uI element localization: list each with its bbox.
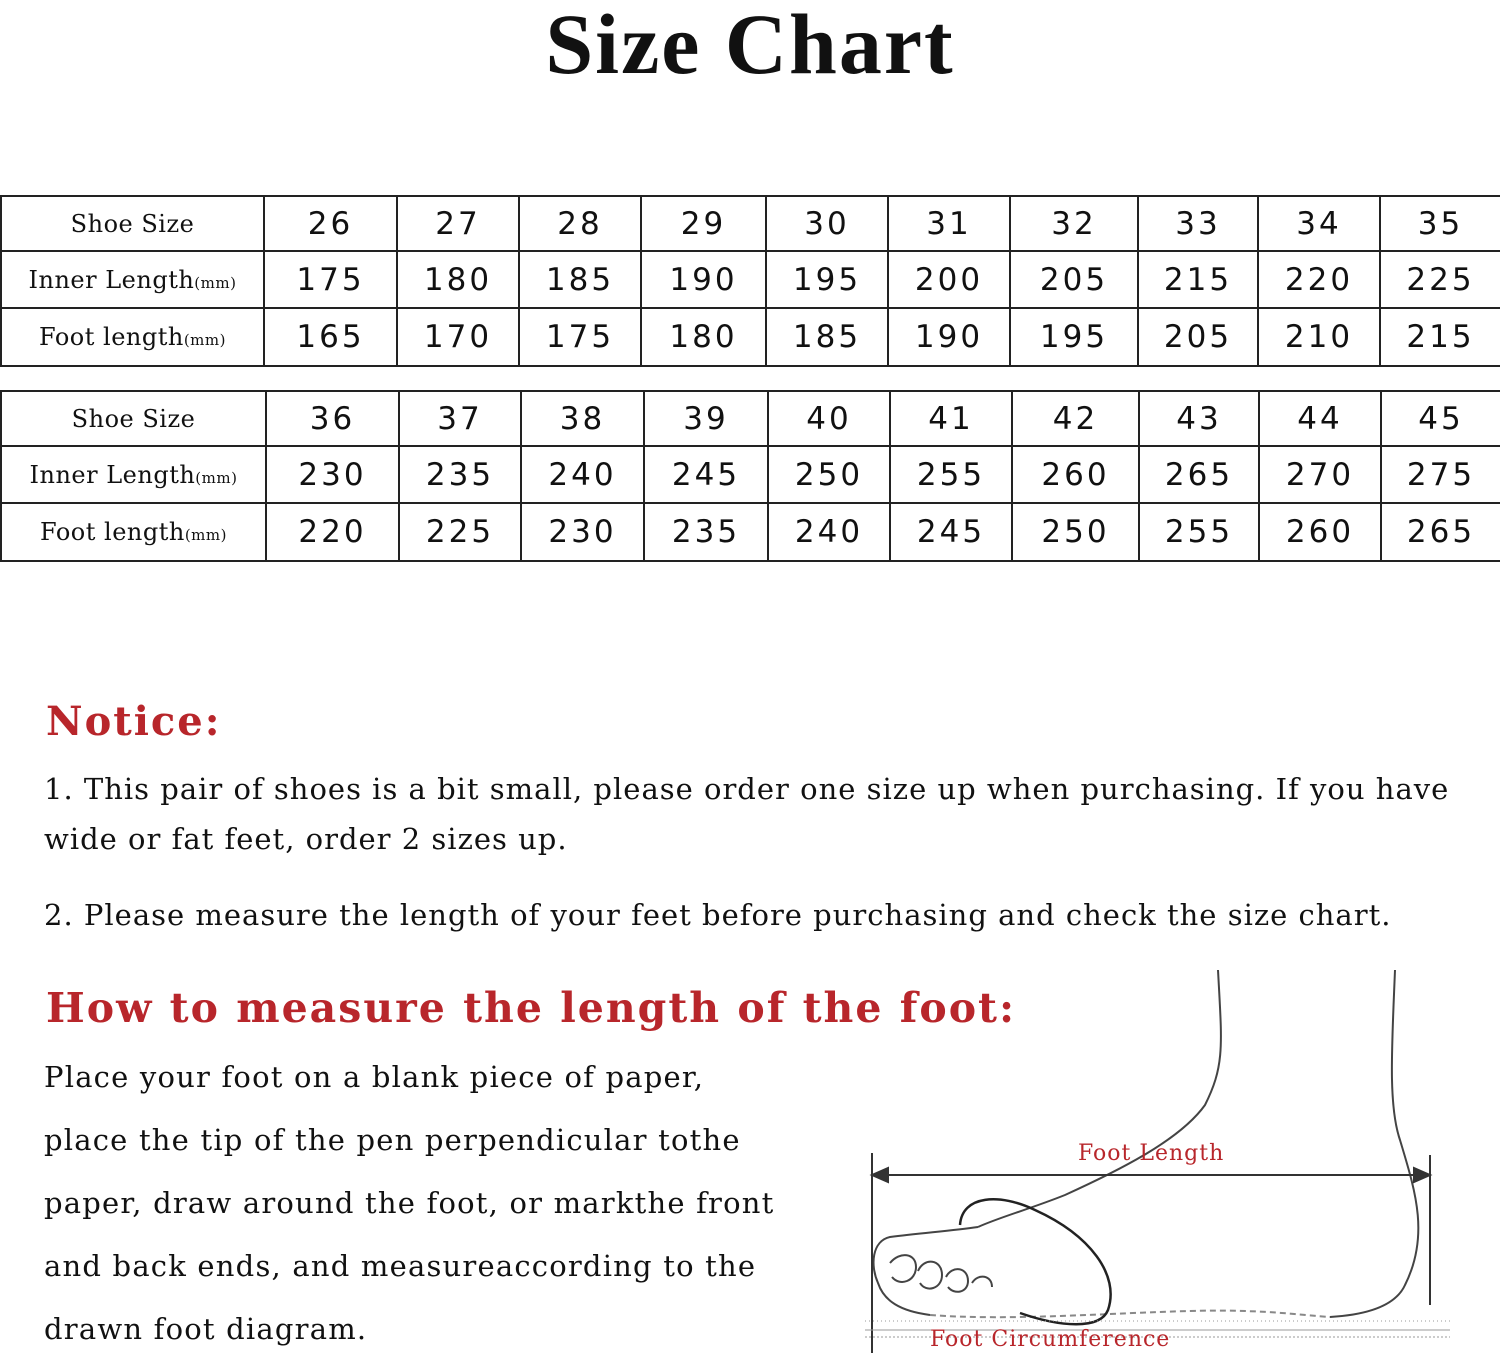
table-cell: 230 [521, 503, 644, 561]
table-cell: 38 [521, 391, 644, 446]
table-cell: 27 [397, 196, 519, 251]
table-cell: 235 [399, 446, 521, 503]
table-cell: 31 [888, 196, 1010, 251]
table-cell: 225 [399, 503, 521, 561]
row-label: Foot length(mm) [1, 503, 266, 561]
howto-line-3: paper, draw around the foot, or markthe front [44, 1186, 775, 1220]
table-cell: 205 [1010, 251, 1138, 308]
table-cell: 190 [641, 251, 766, 308]
table-cell: 195 [1010, 308, 1138, 366]
table-cell: 245 [890, 503, 1012, 561]
table-cell: 265 [1381, 503, 1500, 561]
page-title: Size Chart [545, 0, 955, 92]
table-cell: 185 [519, 251, 641, 308]
table-cell: 39 [644, 391, 768, 446]
table-cell: 185 [766, 308, 888, 366]
table-cell: 245 [644, 446, 768, 503]
table-cell: 44 [1259, 391, 1381, 446]
table-cell: 215 [1138, 251, 1258, 308]
table-cell: 165 [264, 308, 397, 366]
table-cell: 34 [1258, 196, 1380, 251]
table-cell: 37 [399, 391, 521, 446]
table-cell: 28 [519, 196, 641, 251]
table-row-inner-length [1, 251, 1500, 308]
table-cell: 200 [888, 251, 1010, 308]
table-cell: 41 [890, 391, 1012, 446]
row-label: Shoe Size [1, 391, 266, 446]
howto-line-1: Place your foot on a blank piece of paper, [44, 1060, 705, 1094]
table-cell: 36 [266, 391, 399, 446]
foot-diagram [860, 965, 1460, 1356]
table-cell: 225 [1380, 251, 1500, 308]
table-cell: 235 [644, 503, 768, 561]
table-cell: 205 [1138, 308, 1258, 366]
table-cell: 29 [641, 196, 766, 251]
notice-item-1: 1. This pair of shoes is a bit small, please order one size up when purchasing. If you have wide or fat feet, order 2 sizes up. [44, 772, 1450, 856]
table-cell: 275 [1381, 446, 1500, 503]
table-cell: 265 [1139, 446, 1259, 503]
table-cell: 270 [1259, 446, 1381, 503]
foot-circumference-label: Foot Circumference [930, 1327, 1171, 1352]
table-cell: 215 [1380, 308, 1500, 366]
notice-item-2: 2. Please measure the length of your feet before purchasing and check the size chart. [44, 898, 1392, 932]
table-cell: 30 [766, 196, 888, 251]
row-label: Inner Length(mm) [1, 251, 264, 308]
notice-heading: Notice: [46, 698, 222, 745]
table-cell: 250 [768, 446, 890, 503]
row-label: Inner Length(mm) [1, 446, 266, 503]
howto-heading: How to measure the length of the foot: [46, 984, 1017, 1032]
table-cell: 240 [768, 503, 890, 561]
row-label: Foot length(mm) [1, 308, 264, 366]
table-cell: 175 [264, 251, 397, 308]
howto-line-5: drawn foot diagram. [44, 1312, 368, 1346]
table-cell: 43 [1139, 391, 1259, 446]
howto-line-2: place the tip of the pen perpendicular tothe [44, 1123, 741, 1157]
table-cell: 170 [397, 308, 519, 366]
row-label: Shoe Size [1, 196, 264, 251]
table-cell: 240 [521, 446, 644, 503]
table-cell: 210 [1258, 308, 1380, 366]
table-cell: 230 [266, 446, 399, 503]
table-row-inner-length [1, 446, 1500, 503]
table-cell: 255 [1139, 503, 1259, 561]
table-cell: 180 [641, 308, 766, 366]
size-table-2 [0, 390, 1500, 562]
table-cell: 35 [1380, 196, 1500, 251]
table-cell: 42 [1012, 391, 1139, 446]
table-cell: 255 [890, 446, 1012, 503]
foot-length-label: Foot Length [1078, 1141, 1225, 1166]
table-cell: 220 [266, 503, 399, 561]
table-row-foot-length [1, 503, 1500, 561]
table-cell: 220 [1258, 251, 1380, 308]
table-row-shoe-size [1, 391, 1500, 446]
table-cell: 260 [1012, 446, 1139, 503]
table-cell: 33 [1138, 196, 1258, 251]
table-cell: 26 [264, 196, 397, 251]
table-row-foot-length [1, 308, 1500, 366]
table-cell: 45 [1381, 391, 1500, 446]
howto-line-4: and back ends, and measureaccording to the [44, 1249, 757, 1283]
table-cell: 40 [768, 391, 890, 446]
size-table-1 [0, 195, 1500, 367]
table-cell: 32 [1010, 196, 1138, 251]
table-cell: 175 [519, 308, 641, 366]
table-cell: 190 [888, 308, 1010, 366]
table-cell: 195 [766, 251, 888, 308]
table-cell: 250 [1012, 503, 1139, 561]
table-cell: 260 [1259, 503, 1381, 561]
table-cell: 180 [397, 251, 519, 308]
table-row-shoe-size [1, 196, 1500, 251]
